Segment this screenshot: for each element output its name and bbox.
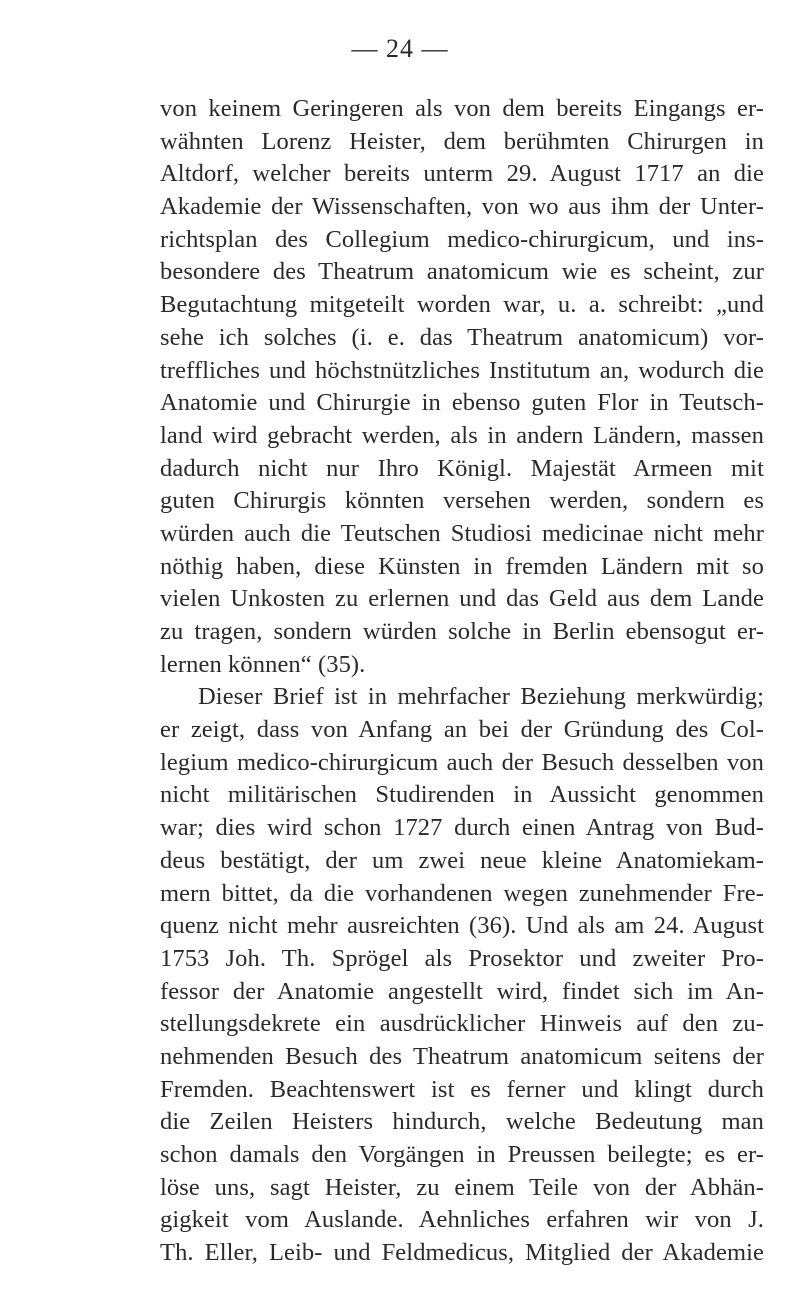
text-line: war; dies wird schon 1727 durch einen Antrag von Bud- — [160, 814, 764, 842]
text-line: mern bittet, da die vorhandenen wegen zunehmender Fre- — [160, 879, 764, 907]
text-line: besondere des Theatrum anatomicum wie es scheint, zur — [160, 258, 764, 286]
body-text — [160, 93, 764, 1270]
text-line: Dieser Brief ist in mehrfacher Beziehung merkwürdig; — [198, 683, 764, 711]
text-line: nöthig haben, diese Künsten in fremden Ländern mit so — [160, 552, 764, 580]
text-line: Th. Eller, Leib- und Feldmedicus, Mitglied der Akademie — [160, 1239, 764, 1267]
text-line: nicht militärischen Studirenden in Aussicht genommen — [160, 781, 764, 809]
text-line: dadurch nicht nur Ihro Königl. Majestät Armeen mit — [160, 454, 764, 482]
text-line: Akademie der Wissenschaften, von wo aus ihm der Unter- — [160, 193, 764, 221]
text-line: von keinem Geringeren als von dem bereits Eingangs er- — [160, 95, 764, 122]
text-line: deus bestätigt, der um zwei neue kleine Anatomiekam- — [160, 846, 764, 874]
text-line: Altdorf, welcher bereits unterm 29. August 1717 an die — [160, 160, 764, 188]
text-line: Begutachtung mitgeteilt worden war, u. a. schreibt: „und — [160, 291, 764, 319]
text-line: treffliches und höchstnützliches Institutum an, wodurch die — [160, 356, 764, 384]
page-number: — 24 — — [351, 34, 449, 63]
text-line: quenz nicht mehr ausreichten (36). Und als am 24. August — [160, 912, 764, 940]
text-line: die Zeilen Heisters hindurch, welche Bedeutung man — [160, 1108, 764, 1136]
text-line: sehe ich solches (i. e. das Theatrum anatomicum) vor- — [160, 323, 764, 351]
text-line: schon damals den Vorgängen in Preussen beilegte; es er- — [160, 1141, 764, 1168]
text-line: lernen können“ (35). — [160, 650, 366, 678]
text-line: gigkeit vom Auslande. Aehnliches erfahren wir von J. — [160, 1206, 764, 1234]
text-line: nehmenden Besuch des Theatrum anatomicum seitens der — [160, 1042, 764, 1070]
text-line: wähnten Lorenz Heister, dem berühmten Chirurgen in — [160, 127, 764, 155]
text-line: er zeigt, dass von Anfang an bei der Gründung des Col- — [160, 716, 764, 744]
text-line: würden auch die Teutschen Studiosi medicinae nicht mehr — [160, 519, 764, 547]
text-line: 1753 Joh. Th. Sprögel als Prosektor und zweiter Pro- — [160, 944, 764, 972]
text-line: vielen Unkosten zu erlernen und das Geld aus dem Lande — [160, 585, 764, 613]
text-line: legium medico-chirurgicum auch der Besuch desselben von — [160, 748, 764, 776]
text-line: richtsplan des Collegium medico-chirurgicum, und ins- — [160, 225, 764, 253]
text-line: land wird gebracht werden, als in andern Ländern, massen — [160, 421, 764, 449]
text-line: guten Chirurgis könnten versehen werden, sondern es — [160, 487, 764, 515]
text-line: zu tragen, sondern würden solche in Berlin ebensogut er- — [160, 618, 764, 645]
text-line: fessor der Anatomie angestellt wird, findet sich im An- — [160, 977, 764, 1005]
text-line: Fremden. Beachtenswert ist es ferner und klingt durch — [160, 1075, 764, 1103]
text-line: löse uns, sagt Heister, zu einem Teile von der Abhän- — [160, 1173, 764, 1201]
text-line: stellungsdekrete ein ausdrücklicher Hinweis auf den zu- — [160, 1010, 764, 1038]
text-line: Anatomie und Chirurgie in ebenso guten Flor in Teutsch- — [160, 389, 764, 417]
